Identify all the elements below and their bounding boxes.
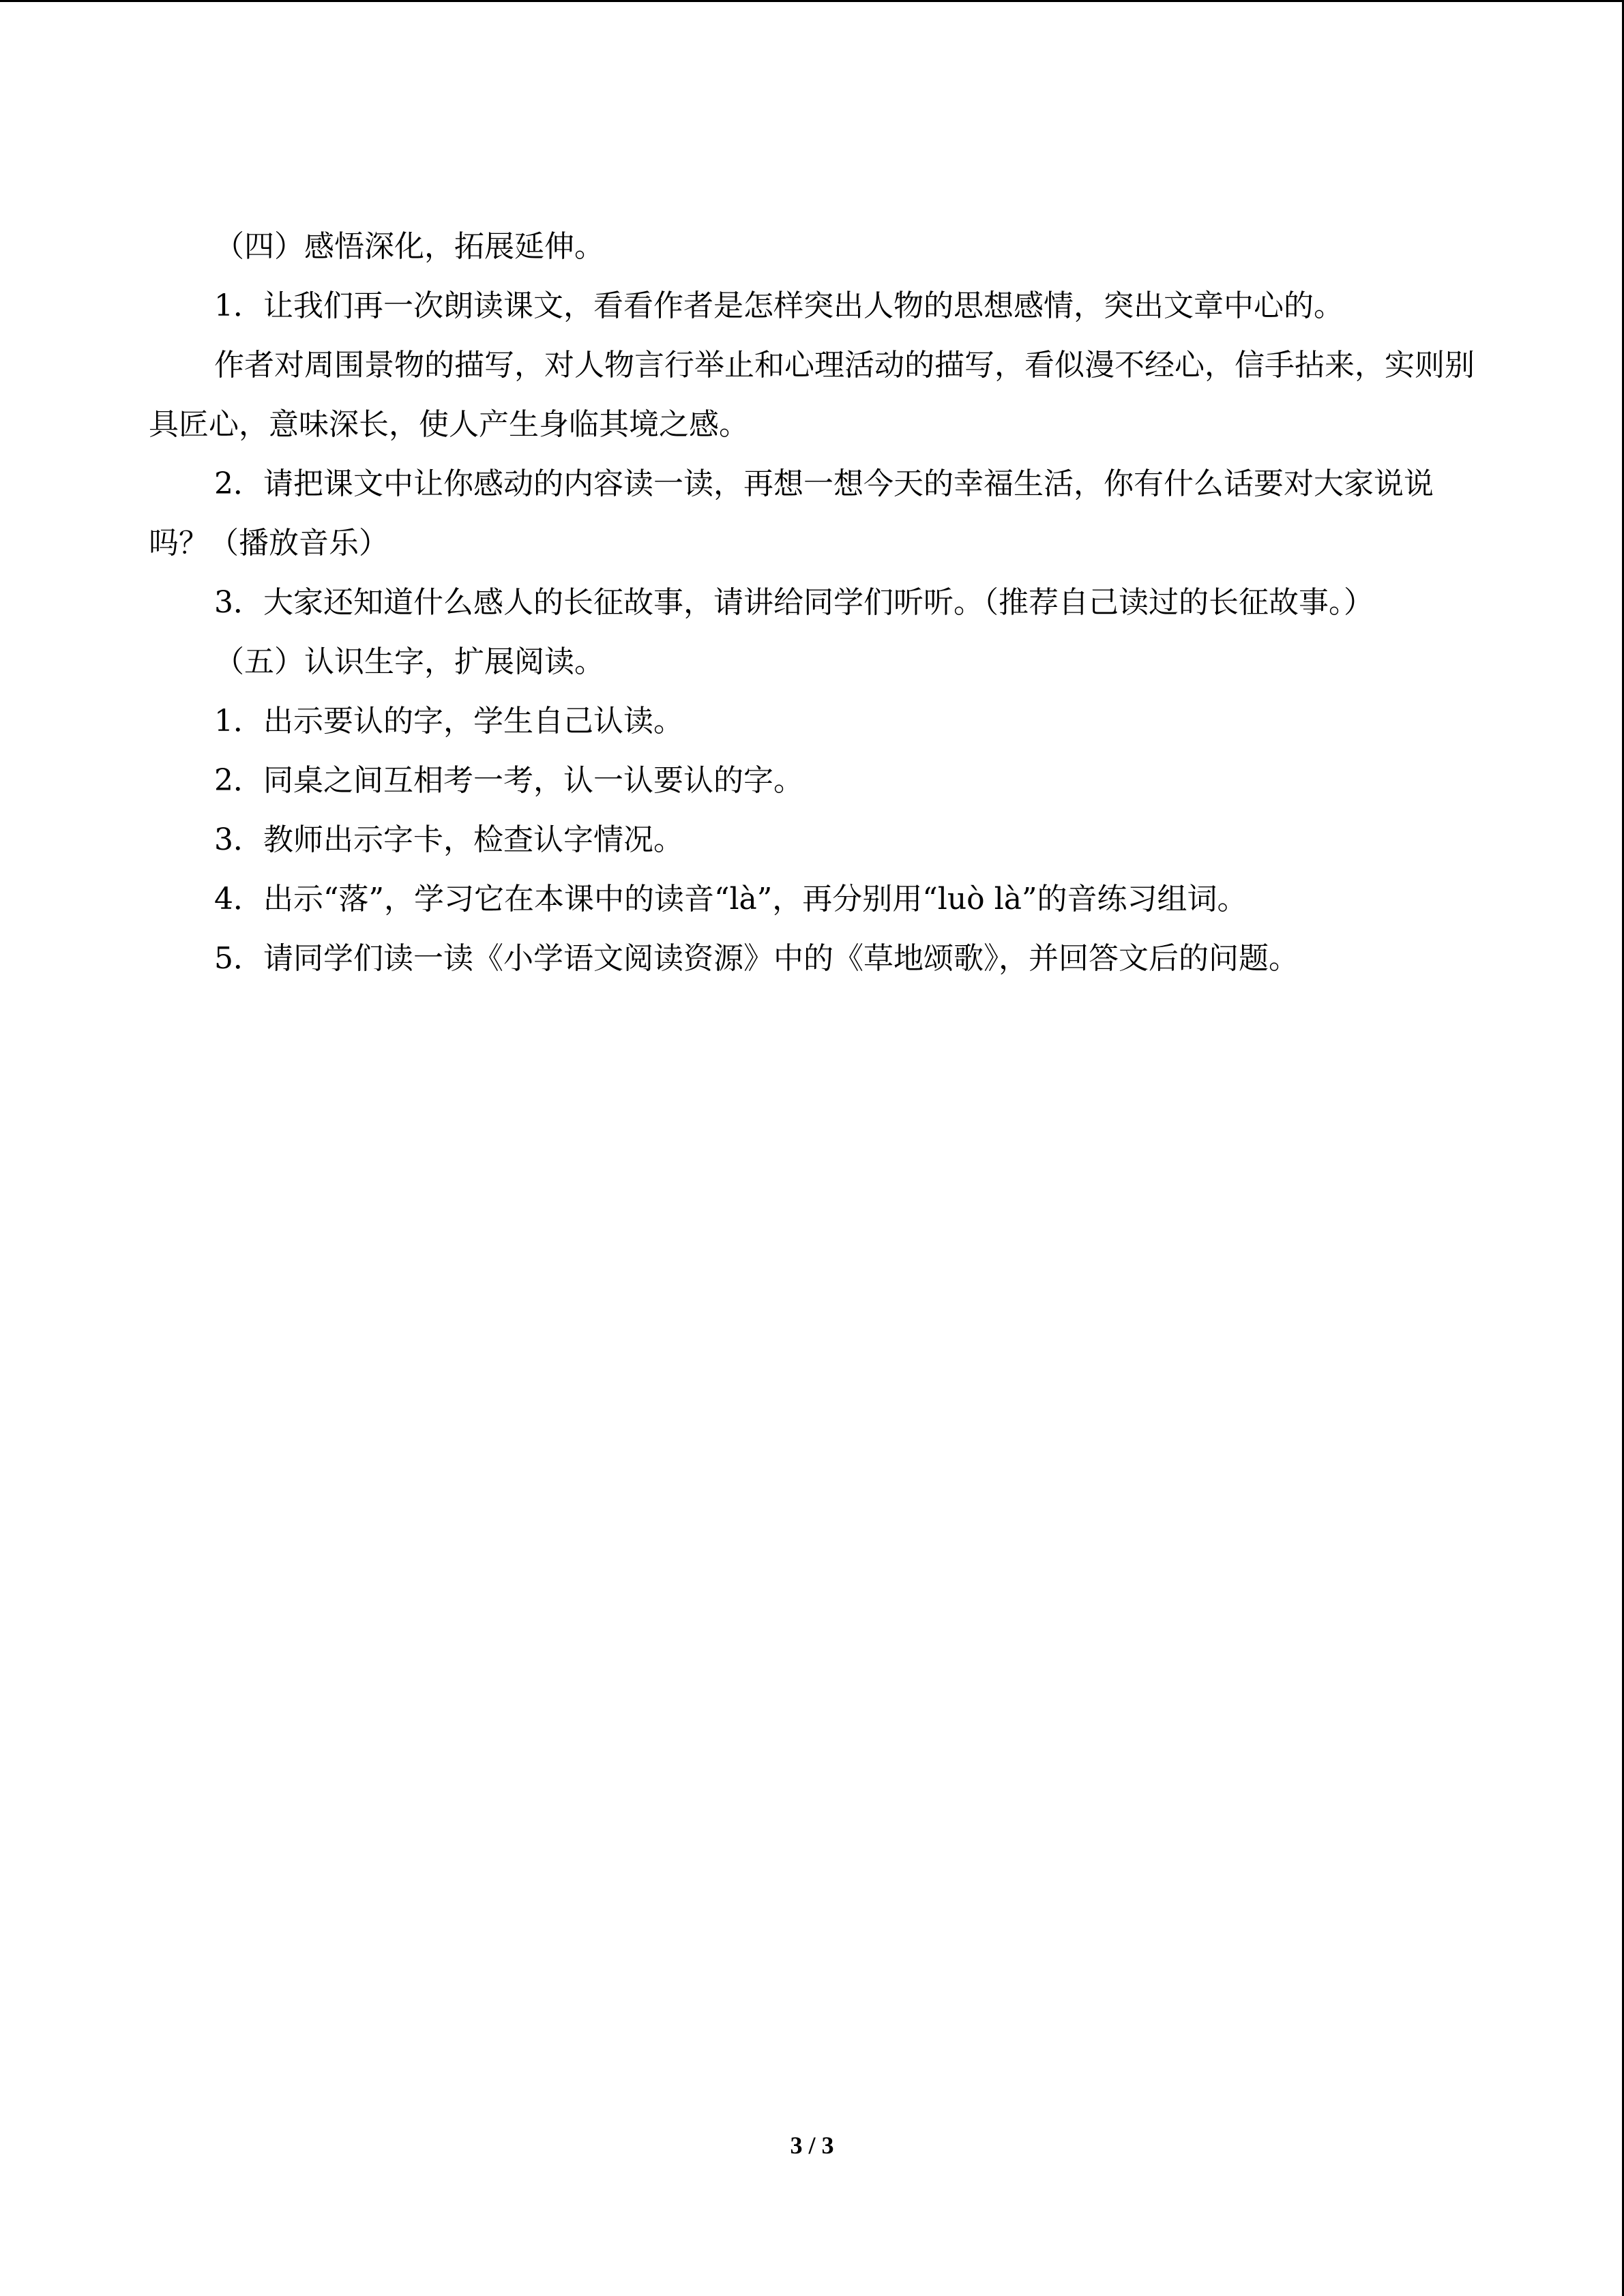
section-heading-four: （四）感悟深化，拓展延伸。	[214, 229, 604, 264]
section-heading-five: （五）认识生字，扩展阅读。	[214, 644, 604, 679]
paragraph-item-2: 2．请把课文中让你感动的内容读一读，再想一想今天的幸福生活，你有什么话要对大家说说吗？（播放音乐）	[149, 466, 1434, 561]
list-item-3: 3．教师出示字卡，检查认字情况。	[214, 822, 683, 857]
list-item-1: 1．出示要认的字，学生自己认读。	[214, 704, 683, 739]
paragraph-item-3: 3．大家还知道什么感人的长征故事，请讲给同学们听听。（推荐自己读过的长征故事。）	[214, 585, 1374, 620]
paragraph-item-1: 1．让我们再一次朗读课文，看看作者是怎样突出人物的思想感情，突出文章中心的。	[214, 288, 1344, 323]
page-border-top	[0, 0, 1624, 2]
paragraph-description: 作者对周围景物的描写，对人物言行举止和心理活动的描写，看似漫不经心，信手拈来，实则别具匠心，意味深长，使人产生身临其境之感。	[149, 348, 1475, 442]
list-item-4: 4．出示“落”，学习它在本课中的读音“là”，再分别用“luò là”的音练习组词。	[214, 882, 1247, 916]
list-item-5: 5．请同学们读一读《小学语文阅读资源》中的《草地颂歌》，并回答文后的问题。	[214, 941, 1299, 976]
list-item-2: 2．同桌之间互相考一考，认一认要认的字。	[214, 763, 803, 798]
document-body	[149, 217, 1479, 988]
page-number: 3 / 3	[790, 2132, 834, 2159]
